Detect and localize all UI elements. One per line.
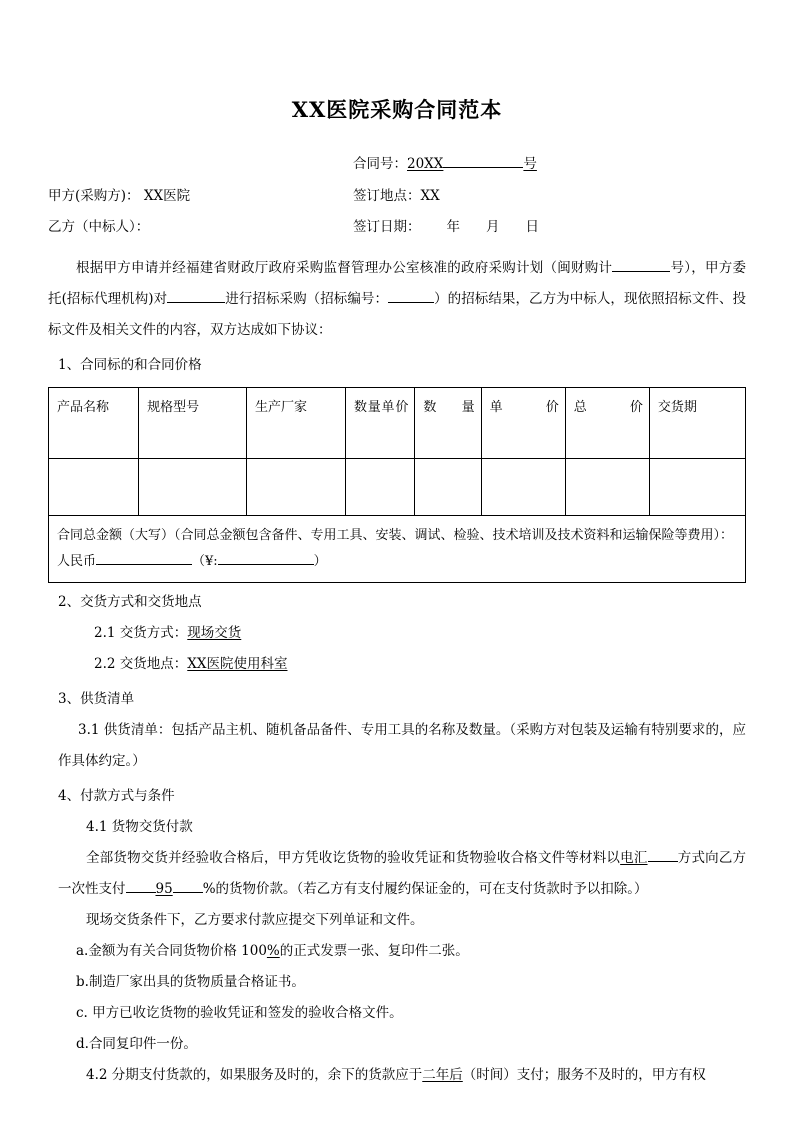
- section-3-1-text: 3.1 供货清单：包括产品主机、随机备品备件、专用工具的名称及数量。（采购方对包装及运输有特别要求的，应作具体约定。）: [58, 721, 746, 769]
- table-cell-unit-price[interactable]: [481, 458, 565, 515]
- party-a-value[interactable]: XX医院: [143, 187, 191, 204]
- party-b-row: [48, 221, 746, 235]
- list-item: [48, 1029, 746, 1060]
- payment-percent-blank-left[interactable]: [126, 892, 156, 893]
- payment-text-c: %的货物价款。（若乙方有支付履约保证金的，可在支付货款时予以扣除。）: [202, 880, 648, 897]
- section-4-2-time-value[interactable]: 二年后: [422, 1066, 463, 1083]
- list-item: [48, 998, 746, 1029]
- preamble-part2: 号），甲方委托(招标代理机构)对: [48, 259, 746, 307]
- total-amount-currency-close: ）: [313, 553, 327, 569]
- list-item: [48, 936, 746, 967]
- item-d-text: 合同复印件一份。: [88, 1035, 197, 1052]
- section-4-2-text-a: 4.2 分期支付货款的，如果服务及时的，余下的货款应于: [86, 1066, 423, 1083]
- section-4-1-documents-intro: 现场交货条件下，乙方要求付款应提交下列单证和文件。: [86, 911, 424, 928]
- contract-number-field: [353, 158, 746, 172]
- contract-meta-block: [48, 158, 746, 235]
- section-2-title: 2、交货方式和交货地点: [58, 593, 202, 610]
- table-header-total-price: 总价: [565, 387, 649, 458]
- table-header-manufacturer: 生产厂家: [247, 387, 346, 458]
- section-2-2-row: [48, 649, 746, 680]
- sign-date-month[interactable]: 月: [486, 219, 500, 235]
- table-cell-total-price[interactable]: [565, 458, 649, 515]
- payment-percent-value[interactable]: 95: [155, 880, 173, 897]
- table-header-spec-model: 规格型号: [139, 387, 247, 458]
- table-cell-quantity[interactable]: [415, 458, 481, 515]
- party-b-field: [48, 221, 353, 235]
- section-4-1-title: 4.1 货物交货付款: [86, 818, 193, 835]
- payment-text-a: 全部货物交货并经验收合格后，甲方凭收讫货物的验收凭证和货物验收合格文件等材料以: [86, 849, 621, 866]
- delivery-place-value[interactable]: XX医院使用科室: [187, 655, 288, 672]
- total-amount-currency-open: （¥:: [192, 553, 218, 569]
- item-a-label: a.: [76, 942, 89, 959]
- table-header-quantity: 数量: [415, 387, 481, 458]
- contract-number-suffix: 号: [523, 156, 537, 172]
- contract-number-row: [48, 158, 746, 172]
- party-b-label: 乙方（中标人）：: [48, 219, 150, 235]
- total-amount-figures-blank[interactable]: [218, 564, 314, 565]
- table-cell-delivery-period[interactable]: [649, 458, 745, 515]
- payment-text-b: 方式向乙方一次性支付: [58, 849, 747, 897]
- section-4-2-text-b: （时间）支付；服务不及时的，甲方有权: [462, 1066, 706, 1083]
- delivery-place-label: 2.2 交货地点：: [94, 655, 188, 672]
- table-row: [49, 458, 746, 515]
- table-header-quantity-unit-price: 数量单价: [346, 387, 415, 458]
- sign-date-field: [353, 221, 746, 235]
- item-a-text-b: 的正式发票一张、复印件二张。: [279, 942, 469, 959]
- table-cell-product-name[interactable]: [49, 458, 139, 515]
- sign-date-day[interactable]: 日: [525, 219, 539, 235]
- list-item: [48, 967, 746, 998]
- preamble-part3: 进行招标采购（招标编号：: [225, 290, 389, 307]
- section-2-1-row: [48, 618, 746, 649]
- item-c-text: 甲方已收讫货物的验收凭证和签发的验收合格文件。: [92, 1004, 403, 1021]
- section-3-title: 3、供货清单: [58, 690, 135, 707]
- item-b-text: 制造厂家出具的货物质量合格证书。: [88, 973, 305, 990]
- sign-place-label: 签订地点：: [353, 187, 421, 204]
- sign-date-year[interactable]: 年: [446, 219, 460, 235]
- sign-place-field: [353, 187, 746, 204]
- item-d-label: d.: [76, 1035, 89, 1052]
- section-1-title: 1、合同标的和合同价格: [58, 356, 202, 373]
- delivery-method-label: 2.1 交货方式：: [94, 624, 188, 641]
- contract-number-label: 合同号：: [353, 156, 407, 172]
- total-amount-text: 合同总金额（大写）（合同总金额包含备件、专用工具、安装、调试、检验、技术培训及技术资料和运输保险等费用）：人民币: [57, 527, 734, 569]
- page-title: XX医院采购合同范本: [291, 97, 503, 122]
- item-a-percent: %: [266, 942, 280, 959]
- table-header-row: [49, 387, 746, 458]
- party-a-field: [48, 187, 353, 204]
- total-amount-words-blank[interactable]: [96, 564, 192, 565]
- table-cell-manufacturer[interactable]: [247, 458, 346, 515]
- item-a-text: 金额为有关合同货物价格 100: [88, 942, 267, 959]
- section-4-title: 4、付款方式与条件: [58, 787, 175, 804]
- payment-method-value[interactable]: 电汇: [620, 849, 648, 866]
- section-4-1-payment-paragraph: [48, 843, 746, 905]
- item-b-label: b.: [76, 973, 89, 990]
- sign-place-value[interactable]: XX: [420, 187, 440, 204]
- payment-method-blank[interactable]: [648, 861, 678, 862]
- item-c-label: c.: [76, 1004, 88, 1021]
- payment-percent-blank-right[interactable]: [173, 892, 203, 893]
- preamble-paragraph: [48, 253, 746, 346]
- plan-number-blank[interactable]: [612, 271, 670, 272]
- preamble-part4: ）的招标结果，乙方为中标人，现依照招标文件、投标文件及相关文件的内容，双方达成如下协议：: [48, 290, 747, 338]
- table-total-row: [49, 515, 746, 582]
- contract-number-value[interactable]: 20XX: [407, 156, 444, 172]
- delivery-method-value[interactable]: 现场交货: [187, 624, 242, 641]
- tender-number-blank[interactable]: [388, 302, 434, 303]
- table-header-delivery-period: 交货期: [649, 387, 745, 458]
- section-4-2-paragraph: [48, 1060, 746, 1091]
- party-a-label: 甲方(采购方)：: [48, 187, 140, 204]
- table-header-product-name: 产品名称: [49, 387, 139, 458]
- table-cell-spec-model[interactable]: [139, 458, 247, 515]
- contract-number-blank[interactable]: [443, 167, 523, 168]
- preamble-part1: 根据甲方申请并经福建省财政厅政府采购监督管理办公室核准的政府采购计划（闽财购计: [76, 259, 613, 276]
- party-a-row: [48, 187, 746, 204]
- contract-items-table: [48, 387, 746, 583]
- agency-target-blank[interactable]: [167, 302, 225, 303]
- table-cell-quantity-unit-price[interactable]: [346, 458, 415, 515]
- sign-date-label: 签订日期：: [353, 219, 421, 235]
- table-total-amount-cell: [49, 515, 746, 582]
- table-header-unit-price: 单价: [481, 387, 565, 458]
